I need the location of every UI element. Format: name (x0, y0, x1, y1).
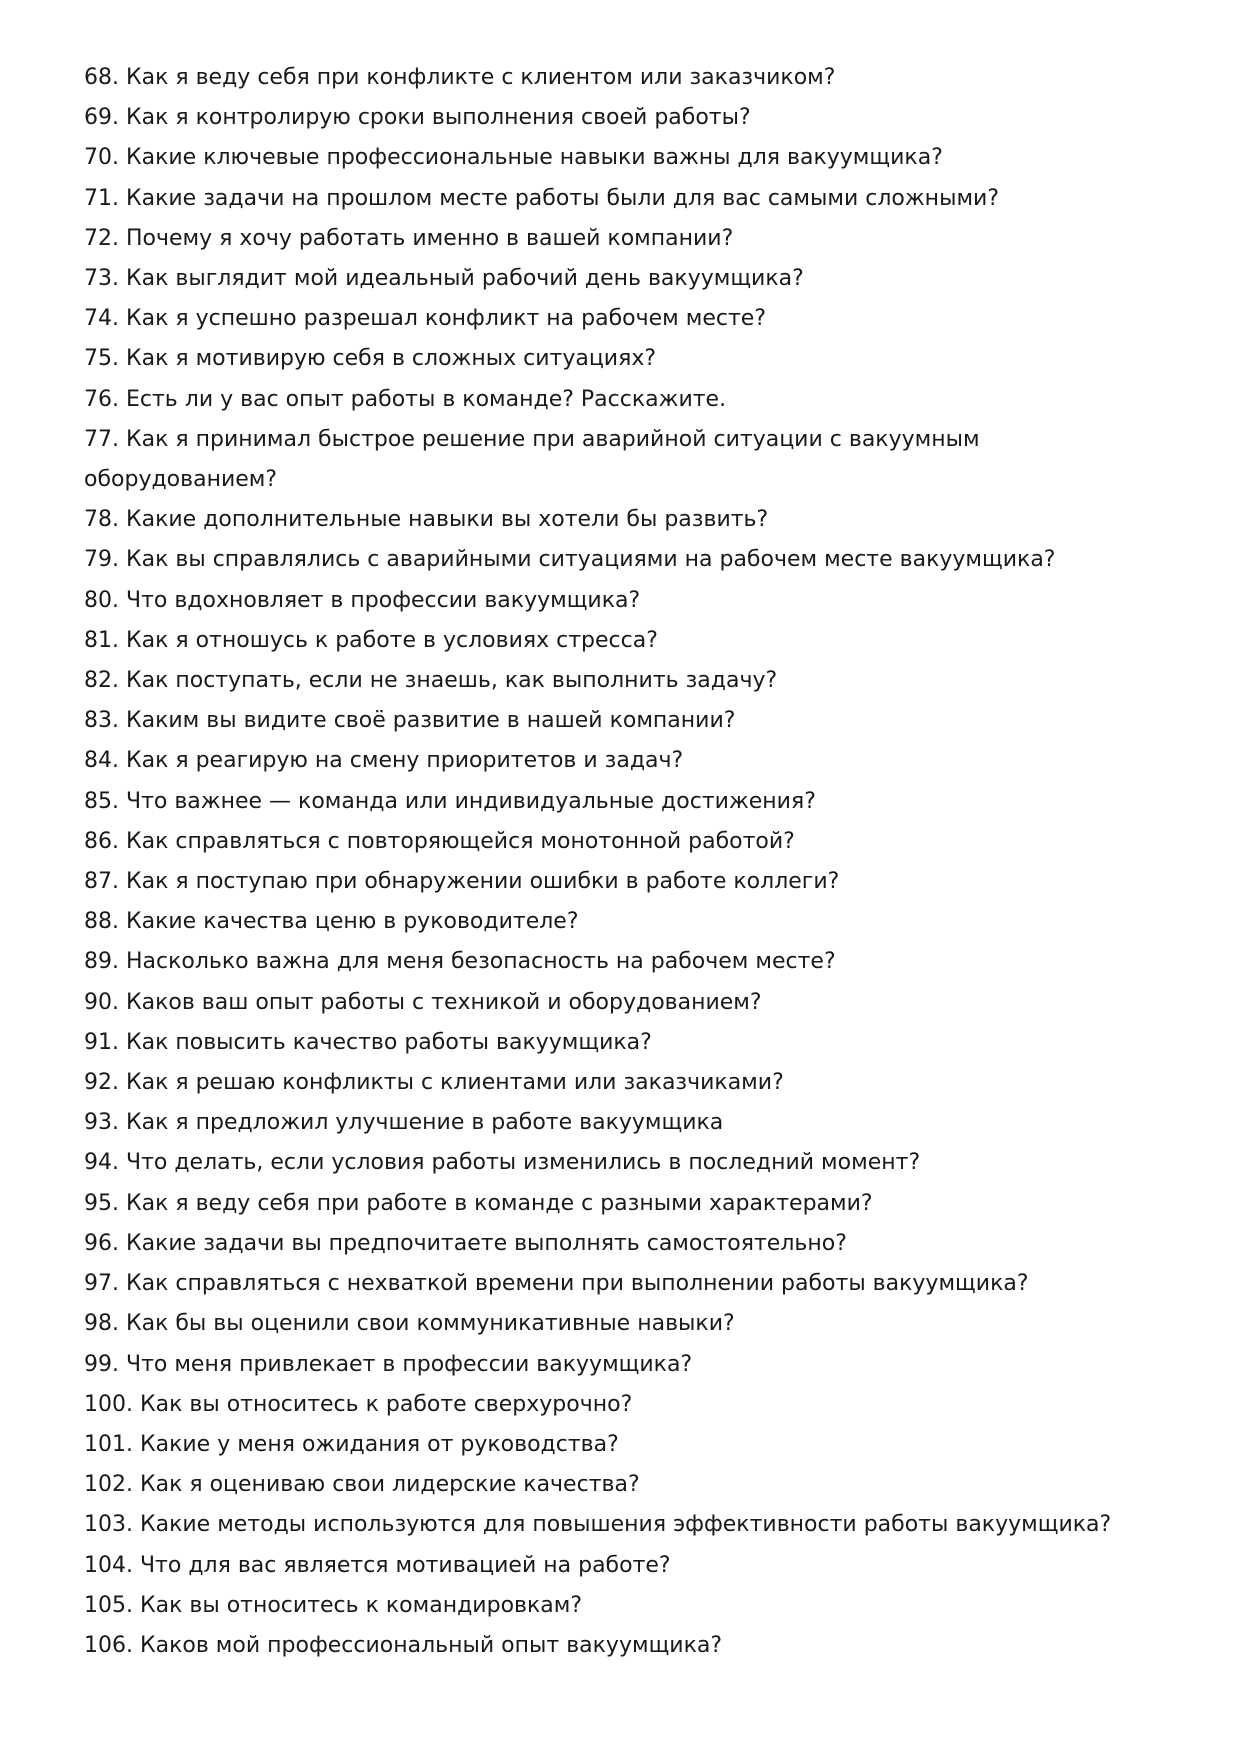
question-item: 89. Насколько важна для меня безопасность на рабочем месте? (84, 949, 836, 975)
question-item: 75. Как я мотивирую себя в сложных ситуациях? (84, 346, 657, 372)
question-item: 95. Как я веду себя при работе в команде с разными характерами? (84, 1190, 873, 1216)
question-item: 76. Есть ли у вас опыт работы в команде? Расскажите. (84, 386, 727, 412)
question-item: 92. Как я решаю конфликты с клиентами или заказчиками? (84, 1070, 784, 1096)
question-item: 90. Каков ваш опыт работы с техникой и оборудованием? (84, 989, 762, 1015)
question-item: 70. Какие ключевые профессиональные навыки важны для вакуумщика? (84, 145, 943, 171)
question-item: 102. Как я оцениваю свои лидерские качества? (84, 1472, 640, 1498)
question-item: 74. Как я успешно разрешал конфликт на рабочем месте? (84, 306, 767, 332)
question-item: 68. Как я веду себя при конфликте с клиентом или заказчиком? (84, 65, 836, 90)
question-item: 94. Что делать, если условия работы изменились в последний момент? (84, 1150, 921, 1176)
question-item: 106. Каков мой профессиональный опыт вакуумщика? (84, 1632, 723, 1658)
question-item: 72. Почему я хочу работать именно в вашей компании? (84, 225, 734, 251)
question-item: 98. Как бы вы оценили свои коммуникативные навыки? (84, 1311, 735, 1337)
question-item: 97. Как справляться с нехваткой времени при выполнении работы вакуумщика? (84, 1271, 1029, 1297)
question-item: 83. Каким вы видите своё развитие в нашей компании? (84, 708, 736, 734)
question-item: 99. Что меня привлекает в профессии вакуумщика? (84, 1351, 693, 1377)
question-item: 81. Как я отношусь к работе в условиях стресса? (84, 627, 658, 653)
question-item: 69. Как я контролирую сроки выполнения своей работы? (84, 105, 751, 131)
question-item: 84. Как я реагирую на смену приоритетов и задач? (84, 748, 684, 774)
question-item: 82. Как поступать, если не знаешь, как выполнить задачу? (84, 668, 778, 694)
question-item: 77. Как я принимал быстрое решение при аварийной ситуации с вакуумным оборудованием? (84, 426, 980, 493)
question-item: 88. Какие качества ценю в руководителе? (84, 909, 579, 935)
question-item: 73. Как выглядит мой идеальный рабочий день вакуумщика? (84, 266, 804, 292)
question-item: 87. Как я поступаю при обнаружении ошибки в работе коллеги? (84, 869, 840, 895)
question-item: 101. Какие у меня ожидания от руководства? (84, 1431, 619, 1457)
question-item: 93. Как я предложил улучшение в работе вакуумщика (84, 1110, 724, 1136)
question-item: 96. Какие задачи вы предпочитаете выполнять самостоятельно? (84, 1230, 847, 1256)
question-item: 71. Какие задачи на прошлом месте работы были для вас самыми сложными? (84, 185, 1000, 211)
question-item: 78. Какие дополнительные навыки вы хотели бы развить? (84, 507, 769, 533)
question-item: 86. Как справляться с повторяющейся монотонной работой? (84, 828, 795, 854)
question-item: 79. Как вы справлялись с аварийными ситуациями на рабочем месте вакуумщика? (84, 547, 1056, 573)
question-item: 80. Что вдохновляет в профессии вакуумщика? (84, 587, 641, 613)
question-list (84, 58, 1164, 1666)
question-item: 91. Как повысить качество работы вакуумщика? (84, 1029, 652, 1055)
question-item: 103. Какие методы используются для повышения эффективности работы вакуумщика? (84, 1512, 1112, 1538)
question-item: 100. Как вы относитесь к работе сверхурочно? (84, 1391, 633, 1417)
question-item: 104. Что для вас является мотивацией на работе? (84, 1552, 671, 1578)
question-item: 85. Что важнее — команда или индивидуальные достижения? (84, 788, 816, 814)
question-item: 105. Как вы относитесь к командировкам? (84, 1592, 583, 1618)
